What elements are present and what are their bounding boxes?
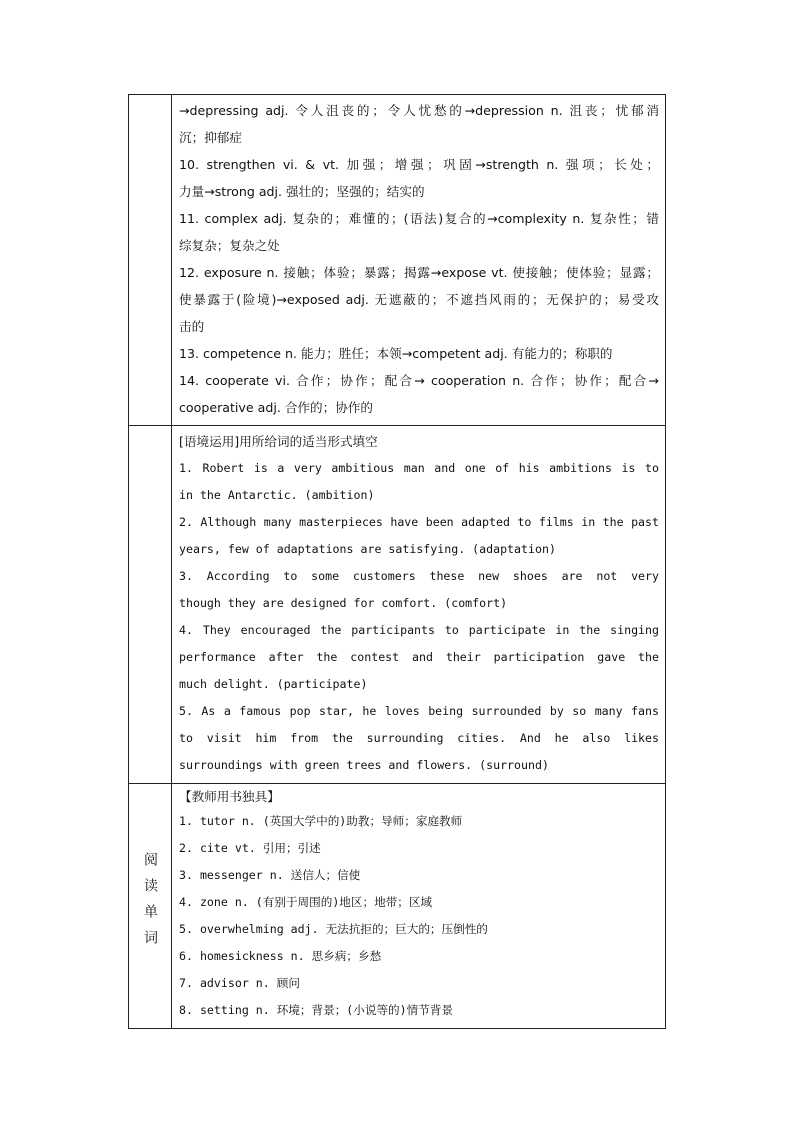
vocab-text: 使暴露于(险境)→exposed adj. 无遮蔽的；不遮挡风雨的；无保护的；易受攻	[179, 292, 659, 307]
vocab-line	[179, 340, 659, 367]
vocab-list-cell	[172, 95, 666, 426]
vocab-text: 14. cooperate vi. 合作；协作；配合→ cooperation n. 合作；协作；配合→	[179, 373, 659, 388]
reading-item: 7. advisor n. 顾问	[179, 976, 300, 990]
usage-heading: [语境运用]用所给词的适当形式填空	[179, 434, 378, 449]
table-row	[129, 95, 666, 426]
exercise-line: much delight. (participate)	[179, 677, 368, 691]
section-label: 阅读单词	[142, 852, 158, 956]
vocab-text: 击的	[179, 319, 205, 334]
vocab-text: 10. strengthen vi. & vt. 加强；增强；巩固→strength n. 强项；长处；	[179, 157, 659, 172]
exercise-line: 4. They encouraged the participants to participate in the singing	[179, 623, 659, 637]
reading-item: 3. messenger n. 送信人；信使	[179, 868, 361, 882]
vocab-line	[179, 259, 659, 286]
reading-item: 4. zone n. (有别于周围的)地区；地带；区域	[179, 895, 433, 909]
exercise-line: surroundings with green trees and flowers. (surround)	[179, 758, 549, 772]
vocab-line	[179, 313, 659, 340]
empty-label-cell	[129, 95, 172, 426]
reading-heading: 【教师用书独具】	[179, 789, 280, 804]
exercise-line: 2. Although many masterpieces have been adapted to films in the past	[179, 515, 659, 529]
vocab-line	[179, 178, 659, 205]
vocab-line	[179, 151, 659, 178]
vocab-line	[179, 232, 659, 259]
vocab-text: 力量→strong adj. 强壮的；坚强的；结实的	[179, 184, 425, 199]
table-row	[129, 426, 666, 784]
vocab-text: 12. exposure n. 接触；体验；暴露；揭露→expose vt. 使接触；使体验；显露；	[179, 265, 659, 280]
empty-label-cell	[129, 426, 172, 784]
exercise-line: in the Antarctic. (ambition)	[179, 488, 375, 502]
vocab-line	[179, 97, 659, 124]
vocab-line	[179, 205, 659, 232]
reading-words-cell	[172, 784, 666, 1029]
exercise-line: 3. According to some customers these new shoes are not very	[179, 569, 659, 583]
usage-exercise-cell	[172, 426, 666, 784]
vocab-line	[179, 394, 659, 421]
vocab-line	[179, 124, 659, 151]
vocab-line	[179, 286, 659, 313]
exercise-line: years, few of adaptations are satisfying. (adaptation)	[179, 542, 556, 556]
reading-item: 1. tutor n. (英国大学中的)助教；导师；家庭教师	[179, 814, 463, 828]
vocab-text: 13. competence n. 能力；胜任；本领→competent adj. 有能力的；称职的	[179, 346, 613, 361]
vocab-text: →depressing adj. 令人沮丧的；令人忧愁的→depression n. 沮丧；忧郁消	[179, 103, 659, 118]
vocab-line	[179, 367, 659, 394]
exercise-line: 1. Robert is a very ambitious man and one of his ambitions is to	[179, 461, 659, 475]
vocab-text: 沉；抑郁症	[179, 130, 242, 145]
vocabulary-table	[128, 94, 666, 1029]
section-label-cell	[129, 784, 172, 1029]
reading-item: 2. cite vt. 引用；引述	[179, 841, 321, 855]
reading-item: 5. overwhelming adj. 无法抗拒的；巨大的；压倒性的	[179, 922, 488, 936]
vocab-text: 综复杂；复杂之处	[179, 238, 280, 253]
reading-item: 6. homesickness n. 思乡病；乡愁	[179, 949, 382, 963]
table-row	[129, 784, 666, 1029]
exercise-line: performance after the contest and their participation gave the	[179, 650, 659, 664]
reading-item: 8. setting n. 环境；背景；(小说等的)情节背景	[179, 1003, 453, 1017]
vocab-text: 11. complex adj. 复杂的；难懂的；(语法)复合的→complexity n. 复杂性；错	[179, 211, 659, 226]
exercise-line: to visit him from the surrounding cities. And he also likes	[179, 731, 659, 745]
exercise-line: 5. As a famous pop star, he loves being surrounded by so many fans	[179, 704, 659, 718]
exercise-line: though they are designed for comfort. (comfort)	[179, 596, 508, 610]
vocab-text: cooperative adj. 合作的；协作的	[179, 400, 373, 415]
